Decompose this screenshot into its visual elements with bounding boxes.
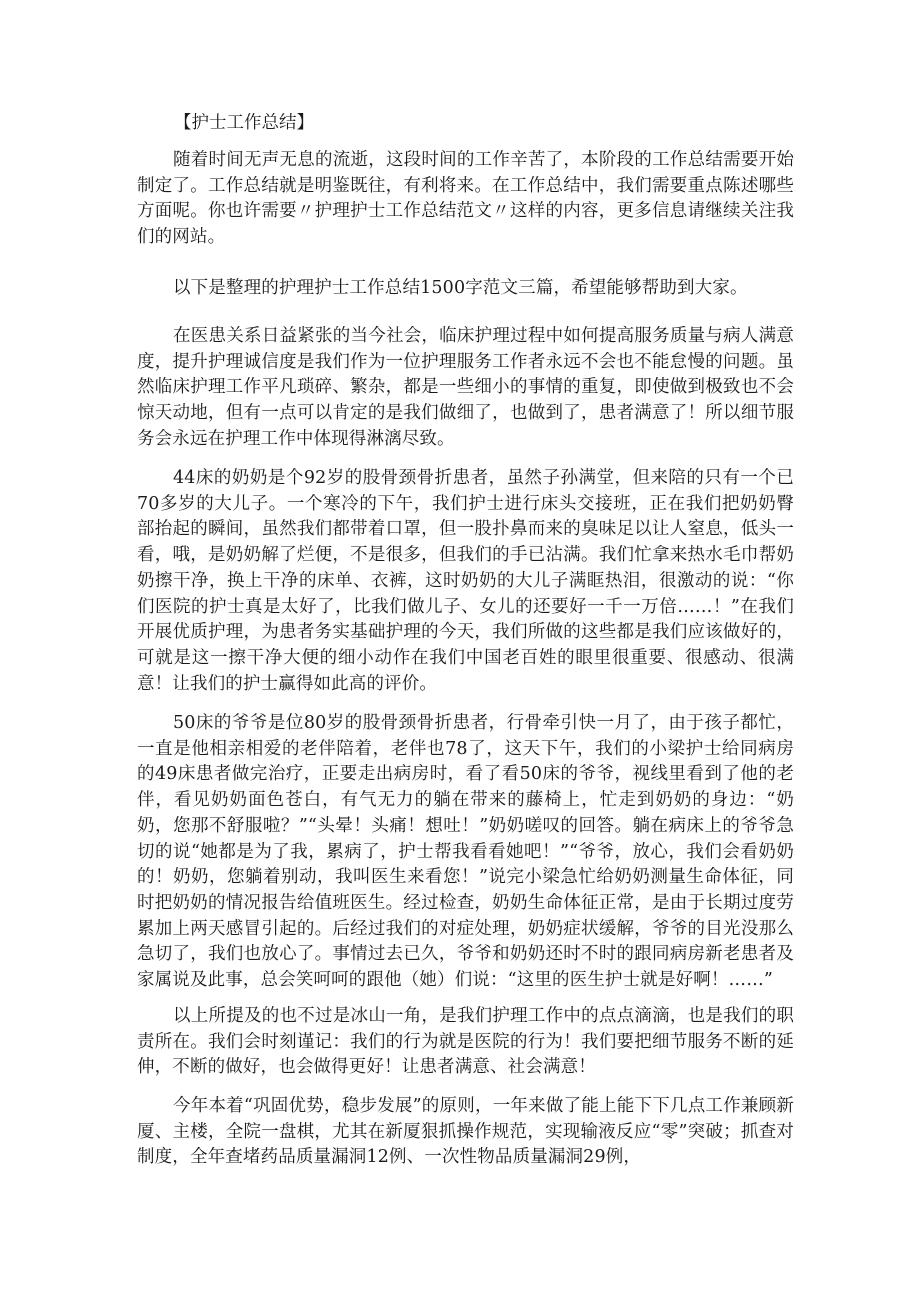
paragraph-nursing-context: 在医患关系日益紧张的当今社会，临床护理过程中如何提高服务质量与病人满意度，提升护理诚信度是我们作为一位护理服务工作者永远不会也不能怠慢的问题。虽然临床护理工作平凡琐碎、繁杂，都是一些细小的事情的重复，即使做到极致也不会惊天动地，但有一点可以肯定的是我们做细了，也做到了，患者满意了！所以细节服务会永远在护理工作中体现得淋漓尽致。 — [137, 326, 794, 449]
document-title: 【护士工作总结】 — [174, 113, 314, 133]
paragraph-annual-work: 今年本着“巩固优势，稳步发展”的原则，一年来做了能上能下下几点工作兼顾新厦、主楼，全院一盘棋，尤其在新厦狠抓操作规范，实现输液反应“零”突破；抓查对制度，全年查堵药品质量漏洞12例、一次性物品质量漏洞29例， — [137, 1096, 794, 1168]
paragraph-reflection: 以上所提及的也不过是冰山一角，是我们护理工作中的点点滴滴，也是我们的职责所在。我们会时刻谨记：我们的行为就是医院的行为！我们要把细节服务不断的延伸，不断的做好，也会做得更好！让患者满意、社会满意！ — [137, 1006, 794, 1078]
paragraph-intro: 随着时间无声无息的流逝，这段时间的工作辛苦了，本阶段的工作总结需要开始制定了。工作总结就是明鉴既往，有利将来。在工作总结中，我们需要重点陈述哪些方面呢。你也许需要〃护理护士工作总结范文〃这样的内容，更多信息请继续关注我们的网站。 — [137, 150, 794, 248]
paragraph-bed-44-story: 44床的奶奶是个92岁的股骨颈骨折患者，虽然子孙满堂，但来陪的只有一个已70多岁的大儿子。一个寒冷的下午，我们护士进行床头交接班，正在我们把奶奶臀部抬起的瞬间，虽然我们都带着口罩，但一股扑鼻而来的臭味足以让人窒息，低头一看，哦，是奶奶解了烂便，不是很多，但我们的手已沾满。我们忙拿来热水毛巾帮奶奶擦干净，换上干净的床单、衣裤，这时奶奶的大儿子满眶热泪，很激动的说：“你们医院的护士真是太好了，比我们做儿子、女儿的还要好一千一万倍……！”在我们开展优质护理，为患者务实基础护理的今天，我们所做的这些都是我们应该做好的，可就是这一擦干净大便的细小动作在我们中国老百姓的眼里很重要、很感动、很满意！让我们的护士赢得如此高的评价。 — [137, 468, 794, 694]
paragraph-bed-50-story: 50床的爷爷是位80岁的股骨颈骨折患者，行骨牵引快一月了，由于孩子都忙，一直是他相亲相爱的老伴陪着，老伴也78了，这天下午，我们的小梁护士给同病房的49床患者做完治疗，正要走出病房时，看了看50床的爷爷，视线里看到了他的老伴，看见奶奶面色苍白，有气无力的躺在带来的藤椅上，忙走到奶奶的身边：“奶奶，您那不舒服啦？”“头晕！头痛！想吐！”奶奶嗟叹的回答。躺在病床上的爷爷急切的说“她都是为了我，累病了，护士帮我看看她吧！”“爷爷，放心，我们会看奶奶的！奶奶，您躺着别动，我叫医生来看您！”说完小梁急忙给奶奶测量生命体征，同时把奶奶的情况报告给值班医生。经过检查，奶奶生命体征正常，是由于长期过度劳累加上两天感冒引起的。后经过我们的对症处理，奶奶症状缓解，爷爷的目光没那么急切了，我们也放心了。事情过去已久，爷爷和奶奶还时不时的跟同病房新老患者及家属说及此事，总会笑呵呵的跟他（她）们说：“这里的医生护士就是好啊！……” — [137, 713, 794, 991]
paragraph-summary-note: 以下是整理的护理护士工作总结1500字范文三篇，希望能够帮助到大家。 — [173, 278, 748, 298]
